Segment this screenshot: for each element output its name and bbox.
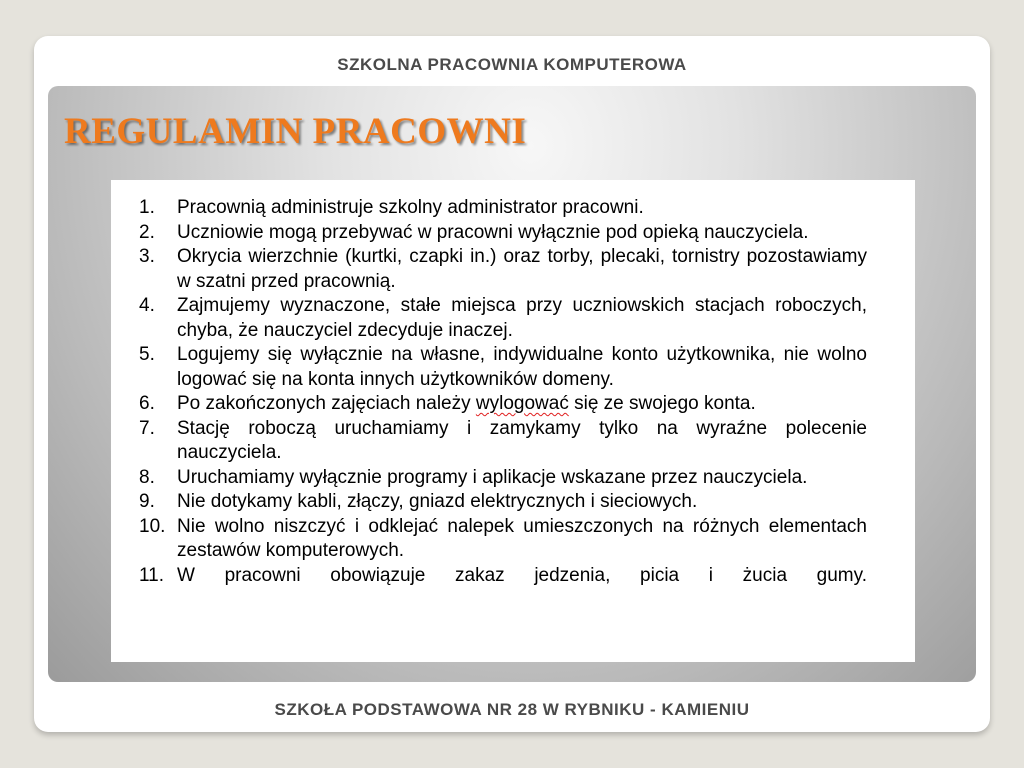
rule-item [139,221,867,246]
rule-item [139,392,867,417]
rule-item [139,417,867,466]
rule-number: 3. [139,246,155,267]
spelling-error-word: wylogować [475,393,569,414]
rule-text: Nie wolno niszczyć i odklejać nalepek umieszczonych na różnych elementach zestawów komputerowych. [177,515,867,561]
rule-item [139,564,867,589]
rule-item [139,294,867,343]
rule-item [139,245,867,294]
rule-number: 11. [139,564,165,586]
rule-number: 8. [139,466,155,488]
rules-list [139,196,867,588]
rules-box [111,180,915,662]
rule-number: 7. [139,417,155,439]
rule-text: Okrycia wierzchnie (kurtki, czapki in.) oraz torby, plecaki, tornistry pozostawiamy w szatni przed pracownią. [177,246,867,292]
rule-text: W pracowni obowiązuje zakaz jedzenia, picia i żucia gumy. [177,564,867,586]
rule-text: Logujemy się wyłącznie na własne, indywidualne konto użytkownika, nie wolno logować się na konta innych użytkowników domeny. [177,344,867,390]
rule-number: 2. [139,221,155,243]
footer-text: SZKOŁA PODSTAWOWA NR 28 W RYBNIKU - KAMIENIU [274,700,750,719]
rule-item [139,515,867,564]
rule-number: 9. [139,491,155,512]
rule-text-before: Po zakończonych zajęciach należy [177,393,476,414]
rule-text: Uruchamiamy wyłącznie programy i aplikacje wskazane przez nauczyciela. [177,466,808,488]
rule-item [139,490,867,515]
rule-number: 5. [139,344,155,365]
rule-text: Pracownią administruje szkolny administrator pracowni. [177,197,644,218]
rule-item [139,466,867,491]
rule-item [139,196,867,221]
rule-text: Stację roboczą uruchamiamy i zamykamy tylko na wyraźne polecenie nauczyciela. [177,417,867,463]
rule-text: Zajmujemy wyznaczone, stałe miejsca przy uczniowskich stacjach roboczych, chyba, że nauczyciel zdecyduje inaczej. [177,295,867,341]
slide-title: REGULAMIN PRACOWNI [64,111,527,152]
header-title: SZKOLNA PRACOWNIA KOMPUTEROWA [337,55,687,74]
rule-number: 10. [139,515,166,537]
rule-number: 1. [139,197,155,218]
rule-text: Uczniowie mogą przebywać w pracowni wyłącznie pod opieką nauczyciela. [177,221,809,243]
rule-number: 6. [139,393,155,414]
rule-item [139,343,867,392]
rule-text-after: się ze swojego konta. [568,393,756,414]
rule-number: 4. [139,295,155,316]
rule-text: Nie dotykamy kabli, złączy, gniazd elektrycznych i sieciowych. [177,491,698,512]
